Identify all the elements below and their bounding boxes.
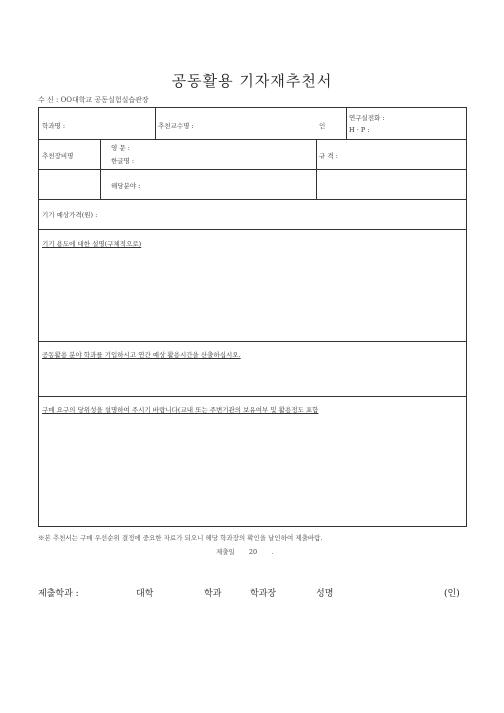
col-divider — [155, 108, 156, 139]
submission-date: 제출일 20 . — [216, 548, 274, 556]
equipment-label: 추천장비명 — [42, 152, 74, 160]
col-divider — [346, 108, 347, 139]
spec-label: 규 격 : — [319, 152, 338, 160]
korean-name-label: 한글명 : — [111, 157, 135, 165]
lab-phone-label: 연구실전화 : — [349, 114, 385, 122]
row-divider — [39, 199, 466, 200]
usage-description-label: 기기 용도에 대한 설명(구체적으로) — [42, 240, 142, 248]
row-divider — [39, 169, 466, 170]
name-label: 성명 — [316, 589, 334, 599]
justification-label: 구매 요구의 당위성을 설명하여 주시기 바랍니다(교내 또는 주변기관의 보유여부 및 활용정도 포함 — [42, 406, 319, 414]
english-name-label: 영 문 : — [111, 144, 130, 152]
row-divider — [39, 396, 466, 397]
col-divider — [316, 139, 317, 199]
row-divider — [39, 229, 466, 230]
joint-use-label: 공동활용 분야 학과를 기입하시고 연간 예상 활용시간을 산출하십시오. — [42, 351, 241, 359]
seal-mark: 인 — [319, 122, 326, 130]
dept-word-label: 학과 — [204, 589, 222, 599]
hp-label: H · P : — [349, 126, 370, 134]
price-label: 기기 예상가격(원) : — [42, 211, 98, 219]
dept-label: 학과명 : — [42, 122, 66, 130]
college-label: 대학 — [136, 589, 154, 599]
seal-label: (인) — [444, 589, 460, 599]
dept-head-label: 학과장 — [250, 589, 277, 599]
row-divider — [39, 341, 466, 342]
submit-dept-label: 제출학과 : — [38, 589, 79, 599]
col-divider — [100, 139, 101, 199]
footnote: ※본 추천서는 구매 우선순위 결정에 중요한 자료가 되오니 해당 학과장의 확인을 날인하여 제출바람. — [38, 534, 323, 542]
recommendation-form — [38, 107, 467, 527]
page-title: 공동활용 기자재추천서 — [171, 72, 333, 90]
row-divider — [39, 139, 466, 140]
recipient-line: 수 신 : OO대학교 공동실험실습관장 — [38, 96, 149, 104]
professor-label: 추천교수명 : — [158, 122, 194, 130]
field-label: 해당분야 : — [111, 182, 141, 190]
